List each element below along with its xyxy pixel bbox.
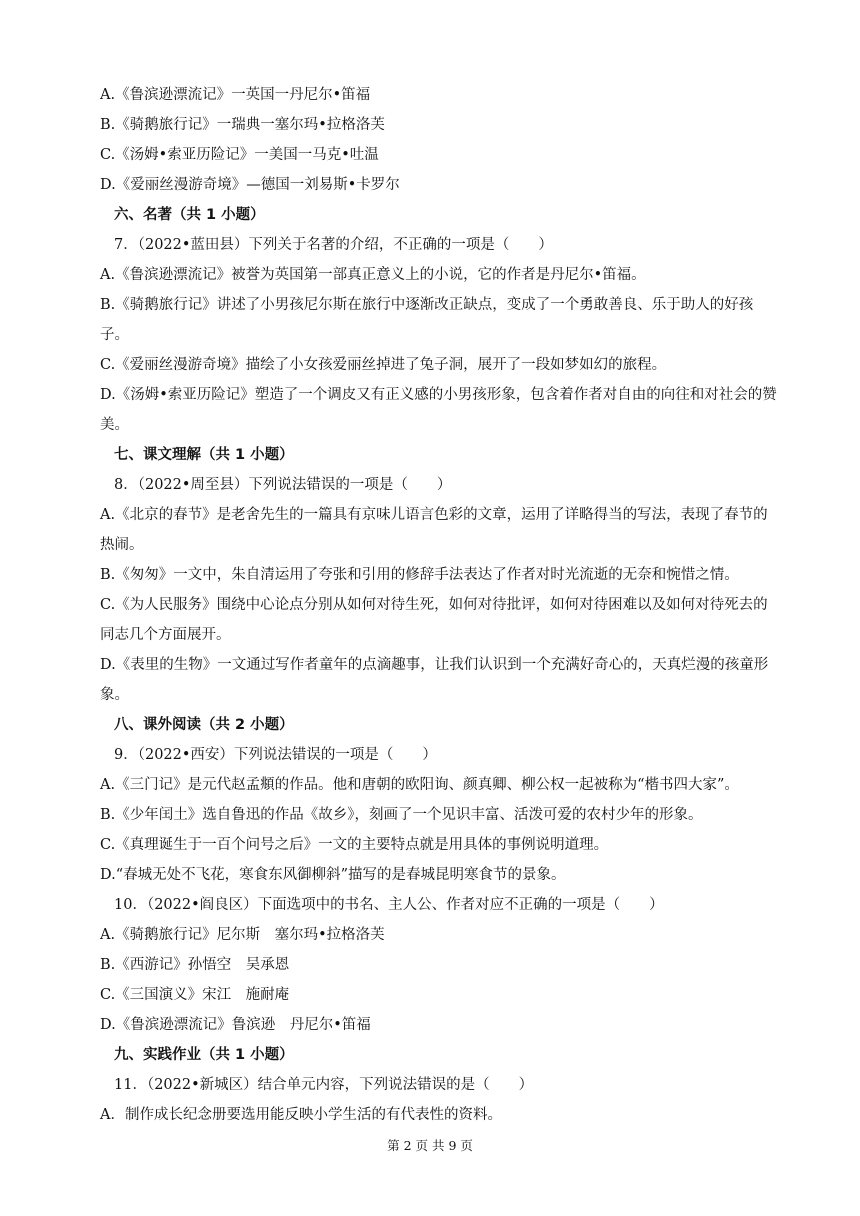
option-a: A.《北京的春节》是老舍先生的一篇具有京味儿语言色彩的文章，运用了详略得当的写法，表现了春节的热闹。: [100, 507, 768, 553]
option-a: A.《鲁滨逊漂流记》一英国一丹尼尔•笛福: [100, 87, 371, 103]
page-footer: 第 2 页 共 9 页: [387, 1138, 473, 1153]
option-b: B.《匆匆》一文中，朱自清运用了夸张和引用的修辞手法表达了作者对时光流逝的无奈和惋惜之情。: [100, 567, 739, 583]
question-stem: 10．（2022•阎良区）下面选项中的书名、主人公、作者对应不正确的一项是（ ）: [114, 897, 664, 913]
option-c: C.《汤姆•索亚历险记》一美国一马克•吐温: [100, 147, 379, 163]
option-c: C.《为人民服务》围绕中心论点分别从如何对待生死，如何对待批评，如何对待困难以及如何对待死去的同志几个方面展开。: [100, 597, 768, 643]
option-d: D.《表里的生物》一文通过写作者童年的点滴趣事，让我们认识到一个充满好奇心的，天真烂漫的孩童形象。: [100, 657, 769, 703]
page-content: [100, 80, 780, 1130]
section-heading-masterpieces: 六、名著（共 1 小题）: [114, 207, 265, 223]
option-d: D.“春城无处不飞花，寒食东风御柳斜”描写的是春城昆明寒食节的景象。: [100, 867, 566, 883]
question-stem: 7．（2022•蓝田县）下列关于名著的介绍，不正确的一项是（ ）: [114, 237, 553, 253]
option-c: C.《三国演义》宋江 施耐庵: [100, 987, 290, 1003]
option-a: A．制作成长纪念册要选用能反映小学生活的有代表性的资料。: [100, 1107, 502, 1123]
option-a: A.《三门记》是元代赵孟頫的作品。他和唐朝的欧阳询、颜真卿、柳公权一起被称为“楷书四大家”。: [100, 777, 739, 793]
option-b: B.《少年闰土》选自鲁迅的作品《故乡》，刻画了一个见识丰富、活泼可爱的农村少年的形象。: [100, 807, 703, 823]
option-d: D.《爱丽丝漫游奇境》—德国一刘易斯•卡罗尔: [100, 177, 400, 193]
option-a: A.《骑鹅旅行记》尼尔斯 塞尔玛•拉格洛芙: [100, 927, 385, 943]
option-c: C.《真理诞生于一百个问号之后》一文的主要特点就是用具体的事例说明道理。: [100, 837, 609, 853]
question-stem: 11．（2022•新城区）结合单元内容，下列说法错误的是（ ）: [114, 1077, 534, 1093]
option-d: D.《鲁滨逊漂流记》鲁滨逊 丹尼尔•笛福: [100, 1017, 371, 1033]
option-b: B.《骑鹅旅行记》讲述了小男孩尼尔斯在旅行中逐渐改正缺点，变成了一个勇敢善良、乐于助人的好孩子。: [100, 297, 754, 343]
option-b: B.《西游记》孙悟空 吴承恩: [100, 957, 290, 973]
question-stem: 9．（2022•西安）下列说法错误的一项是（ ）: [114, 747, 437, 763]
option-b: B.《骑鹅旅行记》一瑞典一塞尔玛•拉格洛芙: [100, 117, 385, 133]
option-d: D.《汤姆•索亚历险记》塑造了一个调皮又有正义感的小男孩形象，包含着作者对自由的向往和对社会的赞美。: [100, 387, 777, 433]
question-stem: 8．（2022•周至县）下列说法错误的一项是（ ）: [114, 477, 452, 493]
section-heading-practice-homework: 九、实践作业（共 1 小题）: [114, 1047, 294, 1063]
option-a: A.《鲁滨逊漂流记》被誉为英国第一部真正意义上的小说，它的作者是丹尼尔•笛福。: [100, 267, 646, 283]
section-heading-text-comprehension: 七、课文理解（共 1 小题）: [114, 447, 294, 463]
option-c: C.《爱丽丝漫游奇境》描绘了小女孩爱丽丝掉进了兔子洞，展开了一段如梦如幻的旅程。: [100, 357, 667, 373]
section-heading-extracurricular-reading: 八、课外阅读（共 2 小题）: [114, 717, 294, 733]
